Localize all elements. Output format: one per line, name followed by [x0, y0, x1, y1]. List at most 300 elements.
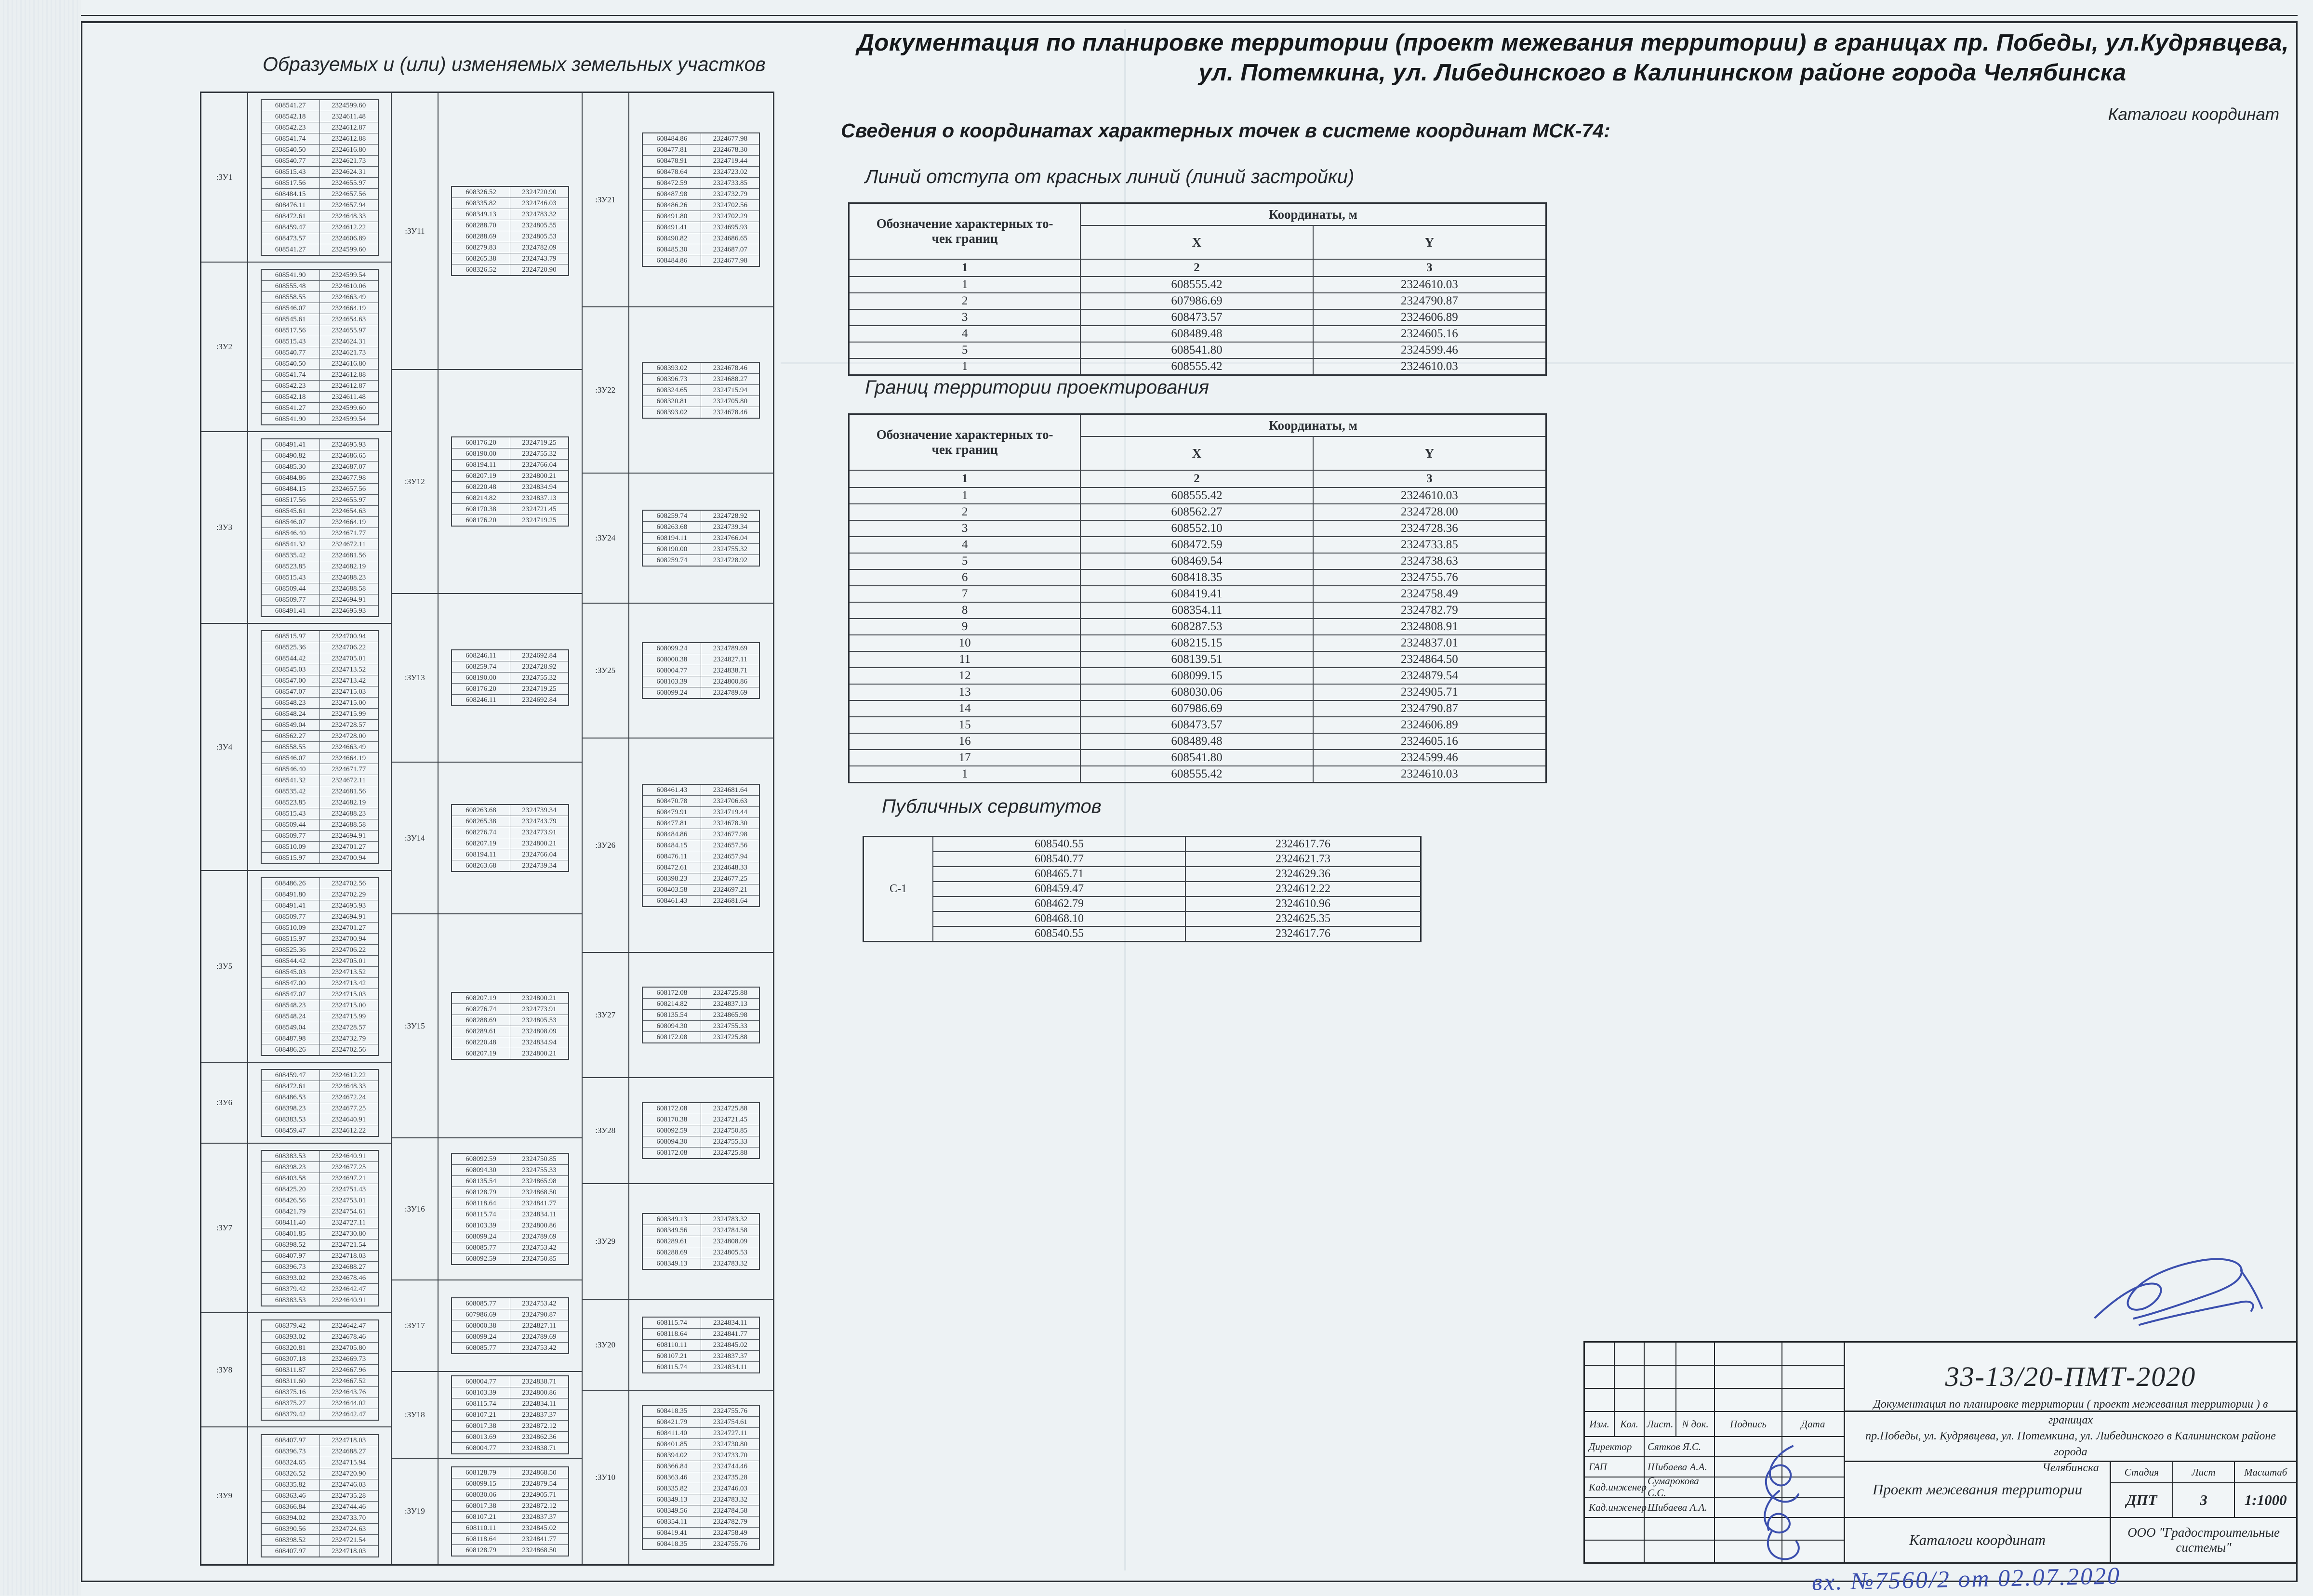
coordinate-row — [452, 493, 569, 504]
x-cell: 608170.38 — [642, 1114, 701, 1125]
y-cell: 2324865.98 — [701, 1010, 760, 1021]
parcel-table-wrap — [628, 1078, 773, 1183]
x-cell: 608491.41 — [261, 900, 320, 911]
x-cell: 608335.82 — [261, 1479, 320, 1490]
x-cell: 608110.11 — [642, 1340, 701, 1351]
point-number-cell: 6 — [849, 569, 1081, 586]
index-cell: 3 — [1313, 470, 1546, 488]
x-cell: 608473.57 — [1080, 309, 1313, 326]
x-cell: 608390.56 — [261, 1523, 320, 1534]
document-title — [602, 28, 2289, 88]
parcel-coordinates-table — [261, 269, 379, 425]
parcel-label: :ЗУ21 — [595, 195, 616, 204]
coordinate-row — [864, 897, 1421, 911]
coordinate-row — [261, 808, 378, 819]
parcel-band — [583, 953, 773, 1078]
x-cell: 608540.77 — [261, 155, 320, 166]
parcel-coordinates-table — [642, 642, 760, 699]
y-cell: 2324720.90 — [510, 186, 569, 198]
y-cell: 2324599.46 — [1313, 342, 1546, 358]
y-cell: 2324715.03 — [319, 686, 378, 697]
coordinate-row — [261, 1468, 378, 1479]
coordinate-row — [261, 483, 378, 494]
x-cell: 608491.41 — [261, 439, 320, 450]
x-cell: 608552.10 — [1080, 520, 1313, 537]
parcel-label: :ЗУ26 — [595, 840, 616, 850]
y-cell: 2324800.21 — [510, 838, 569, 849]
role-title-cell: Кад.инженер — [1585, 1477, 1645, 1497]
y-cell: 2324782.79 — [1313, 602, 1546, 619]
coordinate-row — [261, 1125, 378, 1136]
coordinate-row — [452, 186, 569, 198]
x-cell: 608491.41 — [261, 605, 320, 617]
coordinate-row — [642, 1032, 759, 1043]
parcel-table-wrap — [628, 93, 773, 306]
coordinate-row — [849, 651, 1546, 668]
x-cell: 608246.11 — [452, 650, 510, 661]
y-cell: 2324879.54 — [510, 1478, 569, 1489]
x-cell: 608541.80 — [1080, 342, 1313, 358]
y-cell: 2324688.27 — [319, 1446, 378, 1457]
revision-cell — [1645, 1343, 1676, 1365]
x-cell: 608326.52 — [452, 186, 510, 198]
x-cell: 608486.53 — [261, 1092, 320, 1103]
coordinate-row — [452, 1320, 569, 1332]
y-cell: 2324664.19 — [319, 752, 378, 764]
point-number-cell: 15 — [849, 717, 1081, 733]
parcel-coordinates-table — [261, 1319, 379, 1421]
y-cell: 2324657.56 — [319, 483, 378, 494]
y-cell: 2324715.03 — [319, 989, 378, 1000]
coordinate-row — [261, 539, 378, 550]
document-description-line2: пр.Победы, ул. Кудрявцева, ул. Потемкина, ул. Либединского в Калининском районе города — [1865, 1430, 2276, 1458]
coordinate-row — [261, 1534, 378, 1545]
x-cell: 608486.26 — [261, 878, 320, 889]
revision-cell — [1615, 1343, 1645, 1365]
y-cell: 2324746.03 — [319, 1479, 378, 1490]
y-cell: 2324789.69 — [701, 687, 760, 699]
revision-cell — [1645, 1518, 1715, 1540]
parcel-label: :ЗУ13 — [404, 673, 425, 682]
servitude-table-title: Публичных сервитутов — [882, 796, 1102, 817]
coordinate-row — [261, 1173, 378, 1184]
y-cell: 2324730.80 — [319, 1228, 378, 1239]
coordinate-row — [642, 522, 759, 533]
coordinate-row — [849, 326, 1546, 342]
point-number-cell: 13 — [849, 684, 1081, 700]
x-cell: 608540.55 — [933, 926, 1185, 942]
parcel-coordinates-table — [642, 132, 760, 267]
y-cell: 2324678.46 — [701, 407, 760, 418]
servitude-table — [863, 836, 1422, 942]
coordinate-row — [452, 209, 569, 220]
x-cell: 608515.43 — [261, 166, 320, 177]
revision-header-row — [1585, 1412, 1844, 1437]
parcel-table-wrap — [438, 370, 581, 593]
x-cell: 608307.18 — [261, 1353, 320, 1364]
x-cell: 608115.74 — [452, 1209, 510, 1220]
coordinate-row — [261, 631, 378, 642]
y-cell: 2324713.42 — [319, 977, 378, 989]
point-number-cell: 1 — [849, 277, 1081, 293]
coordinate-row — [642, 818, 759, 829]
coordinate-row — [642, 407, 759, 418]
coordinate-row — [642, 829, 759, 840]
coordinate-row — [452, 860, 569, 872]
parcel-table-wrap — [438, 1138, 581, 1279]
coordinate-row — [642, 1517, 759, 1528]
coordinate-row — [642, 244, 759, 255]
x-cell: 608489.48 — [1080, 326, 1313, 342]
coordinate-row — [261, 686, 378, 697]
x-cell: 608030.06 — [1080, 684, 1313, 700]
y-cell: 2324743.79 — [510, 253, 569, 264]
x-cell: 608517.56 — [261, 325, 320, 336]
coordinate-row — [452, 1376, 569, 1387]
y-cell: 2324682.19 — [319, 561, 378, 572]
y-cell: 2324751.43 — [319, 1184, 378, 1195]
coordinate-row — [642, 384, 759, 396]
y-cell: 2324766.04 — [510, 849, 569, 860]
coordinate-row — [261, 111, 378, 122]
point-number-cell: 4 — [849, 537, 1081, 553]
x-cell: 608004.77 — [452, 1443, 510, 1454]
parcel-coordinates-table — [642, 510, 760, 567]
parcel-table-wrap — [247, 624, 391, 870]
coordinate-row — [261, 222, 378, 233]
x-cell: 608190.00 — [452, 673, 510, 684]
coordinate-row — [261, 439, 378, 450]
y-cell: 2324728.36 — [1313, 520, 1546, 537]
revision-cell — [1676, 1366, 1715, 1388]
coordinate-row — [261, 989, 378, 1000]
x-cell: 608509.77 — [261, 594, 320, 605]
y-cell: 2324753.01 — [319, 1195, 378, 1206]
point-designation-header: Обозначение характерных то- чек границ — [849, 203, 1081, 260]
revision-cell — [1585, 1343, 1615, 1365]
x-cell: 608259.74 — [642, 510, 701, 522]
y-cell: 2324732.79 — [319, 1033, 378, 1044]
x-cell: 608393.02 — [642, 362, 701, 374]
parcel-label: :ЗУ6 — [216, 1098, 233, 1107]
coordinate-row — [849, 553, 1546, 569]
y-cell: 2324697.21 — [701, 884, 760, 895]
x-cell: 608549.04 — [261, 1022, 320, 1033]
y-cell: 2324730.80 — [701, 1439, 760, 1450]
x-cell: 608459.47 — [261, 1069, 320, 1081]
x-cell: 608259.74 — [642, 555, 701, 567]
role-name-cell: Шибаева А.А. — [1645, 1457, 1715, 1477]
y-cell: 2324720.90 — [319, 1468, 378, 1479]
parcel-table-wrap — [628, 739, 773, 952]
coordinate-row — [452, 1467, 569, 1478]
coordinate-row — [452, 1037, 569, 1048]
y-cell: 2324755.33 — [701, 1136, 760, 1148]
y-cell: 2324664.19 — [319, 516, 378, 528]
y-cell: 2324694.91 — [319, 911, 378, 922]
y-cell: 2324657.94 — [319, 199, 378, 211]
parcel-label: :ЗУ25 — [595, 666, 616, 675]
y-cell: 2324755.33 — [510, 1165, 569, 1176]
x-cell: 608461.43 — [642, 895, 701, 907]
x-cell: 608485.30 — [261, 461, 320, 472]
y-cell: 2324827.11 — [510, 1320, 569, 1332]
coordinate-row — [261, 605, 378, 617]
x-cell: 608473.57 — [261, 233, 320, 244]
y-cell: 2324758.49 — [701, 1528, 760, 1539]
coordinate-row — [452, 1387, 569, 1398]
parcel-band — [201, 1144, 391, 1313]
x-cell: 608349.13 — [642, 1258, 701, 1270]
x-cell: 608547.00 — [261, 675, 320, 686]
coordinate-row — [452, 1198, 569, 1209]
y-cell: 2324610.96 — [1185, 897, 1421, 911]
coordinate-row — [642, 544, 759, 555]
y-cell: 2324725.88 — [701, 1032, 760, 1043]
y-cell: 2324667.96 — [319, 1364, 378, 1375]
revision-empty-row — [1585, 1366, 1844, 1389]
coordinate-row — [642, 873, 759, 884]
y-cell: 2324610.03 — [1313, 766, 1546, 783]
coordinate-row — [849, 342, 1546, 358]
y-cell: 2324753.42 — [510, 1298, 569, 1309]
y-cell: 2324599.54 — [319, 413, 378, 425]
y-cell: 2324732.79 — [701, 189, 760, 200]
y-cell: 2324838.71 — [510, 1443, 569, 1454]
y-cell: 2324905.71 — [1313, 684, 1546, 700]
coordinate-row — [642, 784, 759, 796]
parcel-band — [392, 1372, 581, 1459]
y-cell: 2324702.29 — [319, 889, 378, 900]
x-cell: 608207.19 — [452, 471, 510, 482]
revision-cell — [1782, 1389, 1844, 1411]
coordinate-row — [452, 264, 569, 276]
x-cell: 608194.11 — [452, 849, 510, 860]
x-cell: 608094.30 — [452, 1165, 510, 1176]
x-cell: 608540.77 — [933, 852, 1185, 867]
x-cell: 608421.79 — [261, 1206, 320, 1217]
revision-cell — [1585, 1389, 1615, 1411]
x-cell: 608535.42 — [261, 550, 320, 561]
y-cell: 2324612.87 — [319, 380, 378, 391]
x-cell: 608541.74 — [261, 133, 320, 144]
coordinate-row — [452, 242, 569, 253]
stage-header-cell: Стадия — [2111, 1462, 2173, 1482]
x-cell: 608099.15 — [1080, 668, 1313, 684]
x-cell: 608107.21 — [452, 1410, 510, 1421]
coordinate-row — [261, 775, 378, 786]
y-cell: 2324715.94 — [319, 1457, 378, 1468]
parcel-table-wrap — [247, 1063, 391, 1143]
x-cell: 608484.86 — [261, 472, 320, 483]
coordinate-row — [452, 1187, 569, 1198]
y-cell: 2324837.13 — [701, 999, 760, 1010]
parcel-label: :ЗУ24 — [595, 533, 616, 542]
title-block — [1583, 1341, 2298, 1564]
y-cell: 2324766.04 — [510, 460, 569, 471]
y-cell: 2324834.11 — [701, 1362, 760, 1373]
y-cell: 2324706.22 — [319, 944, 378, 955]
coordinate-row — [642, 233, 759, 244]
y-cell: 2324808.91 — [1313, 619, 1546, 635]
signature-scribble-titleblock — [1735, 1440, 1831, 1566]
coordinate-row — [864, 926, 1421, 942]
coordinate-row — [261, 314, 378, 325]
parcel-label: :ЗУ10 — [595, 1473, 616, 1482]
index-cell: 2 — [1080, 259, 1313, 277]
parcel-label: :ЗУ9 — [216, 1490, 233, 1500]
coordinate-row — [642, 373, 759, 384]
x-cell: 608349.56 — [642, 1225, 701, 1236]
coordinate-row — [261, 1022, 378, 1033]
coordinate-system-note: Сведения о координатах характерных точек в системе координат МСК-74: — [841, 119, 1610, 142]
x-cell: 608107.21 — [642, 1351, 701, 1362]
coordinate-row — [261, 1228, 378, 1239]
x-cell: 608469.54 — [1080, 553, 1313, 569]
x-cell: 608545.03 — [261, 664, 320, 675]
x-cell: 608465.71 — [933, 867, 1185, 882]
x-cell: 608349.56 — [642, 1505, 701, 1517]
parcel-coordinates-table — [261, 1069, 379, 1137]
coordinate-row — [849, 619, 1546, 635]
x-cell: 608562.27 — [261, 730, 320, 741]
x-cell: 608484.86 — [642, 829, 701, 840]
coordinate-row — [642, 1351, 759, 1362]
y-cell: 2324677.98 — [319, 472, 378, 483]
parcel-table-wrap — [628, 1184, 773, 1299]
point-number-cell: 4 — [849, 326, 1081, 342]
x-cell: 608383.53 — [261, 1294, 320, 1306]
coordinate-row — [261, 413, 378, 425]
coordinate-row — [261, 1398, 378, 1409]
y-cell: 2324733.70 — [701, 1450, 760, 1461]
x-cell: 608194.11 — [452, 460, 510, 471]
y-cell: 2324805.55 — [510, 220, 569, 231]
y-cell: 2324681.56 — [319, 786, 378, 797]
x-cell: 608363.46 — [261, 1490, 320, 1501]
coordinate-row — [261, 1446, 378, 1457]
y-cell: 2324706.63 — [701, 795, 760, 806]
revision-header-cell: Кол. — [1615, 1412, 1645, 1436]
coordinate-row — [261, 852, 378, 864]
y-cell: 2324695.93 — [701, 222, 760, 233]
y-cell: 2324697.21 — [319, 1173, 378, 1184]
y-cell: 2324612.22 — [1185, 882, 1421, 897]
revision-cell — [1676, 1343, 1715, 1365]
y-cell: 2324755.32 — [701, 544, 760, 555]
parcel-label: :ЗУ11 — [405, 226, 425, 236]
coordinate-row — [452, 1015, 569, 1026]
parcels-column-3 — [583, 93, 773, 1564]
coordinate-row — [261, 1294, 378, 1306]
coordinate-row — [642, 999, 759, 1010]
coordinate-row — [261, 1272, 378, 1283]
point-number-cell: 2 — [849, 504, 1081, 520]
y-cell: 2324728.00 — [1313, 504, 1546, 520]
x-cell: 608403.58 — [261, 1173, 320, 1184]
x-cell: 608548.24 — [261, 1011, 320, 1022]
x-cell: 608103.39 — [642, 676, 701, 687]
x-cell: 608484.86 — [642, 133, 701, 145]
coordinate-row — [261, 303, 378, 314]
coordinate-row — [261, 819, 378, 830]
x-cell: 608555.42 — [1080, 277, 1313, 293]
coordinate-row — [642, 133, 759, 145]
y-cell: 2324642.47 — [319, 1409, 378, 1420]
y-cell: 2324750.85 — [701, 1125, 760, 1136]
coordinate-row — [261, 380, 378, 391]
y-cell: 2324606.89 — [319, 233, 378, 244]
x-cell: 608288.69 — [452, 1015, 510, 1026]
parcel-table-wrap — [247, 1427, 391, 1564]
coordinate-row — [642, 1405, 759, 1417]
x-cell: 608103.39 — [452, 1220, 510, 1231]
y-cell: 2324790.87 — [1313, 293, 1546, 309]
coordinate-row — [261, 786, 378, 797]
parcel-band — [201, 263, 391, 432]
coordinate-row — [864, 852, 1421, 867]
coordinate-row — [261, 1512, 378, 1523]
y-cell: 2324868.50 — [510, 1187, 569, 1198]
y-cell: 2324733.85 — [701, 178, 760, 189]
x-cell: 608549.04 — [261, 719, 320, 730]
y-cell: 2324715.94 — [701, 384, 760, 396]
y-cell: 2324783.32 — [701, 1258, 760, 1270]
coordinate-row — [261, 166, 378, 177]
coordinate-row — [261, 1184, 378, 1195]
x-cell: 608523.85 — [261, 797, 320, 808]
stage-header-cell: Лист — [2173, 1462, 2235, 1482]
y-cell: 2324753.42 — [510, 1242, 569, 1253]
coordinate-row — [261, 752, 378, 764]
parcel-table-wrap — [628, 474, 773, 603]
x-cell: 608542.18 — [261, 391, 320, 402]
coordinate-row — [261, 977, 378, 989]
y-cell: 2324672.24 — [319, 1092, 378, 1103]
coordinate-row — [261, 944, 378, 955]
x-cell: 608396.73 — [261, 1261, 320, 1272]
document-title-line2: ул. Потемкина, ул. Либединского в Калининском районе города Челябинска — [1198, 60, 2127, 86]
coordinate-row — [261, 122, 378, 133]
sheet-frame-top — [81, 21, 2298, 23]
document-description-line3: Челябинска — [2042, 1462, 2099, 1474]
y-cell: 2324728.92 — [701, 510, 760, 522]
y-cell: 2324837.37 — [510, 1511, 569, 1522]
x-cell: 608421.79 — [642, 1417, 701, 1428]
y-cell: 2324657.94 — [701, 851, 760, 862]
coordinate-row — [261, 233, 378, 244]
x-cell: 608092.59 — [452, 1253, 510, 1265]
x-cell: 608562.27 — [1080, 504, 1313, 520]
x-cell: 608401.85 — [261, 1228, 320, 1239]
x-cell: 608289.61 — [452, 1026, 510, 1037]
coordinate-row — [261, 1353, 378, 1364]
y-cell: 2324655.97 — [319, 494, 378, 505]
x-cell: 608214.82 — [452, 493, 510, 504]
x-cell: 608540.77 — [261, 347, 320, 358]
catalog-coordinates-label: Каталоги координат — [2108, 105, 2279, 124]
revision-cell — [1715, 1343, 1782, 1365]
x-cell: 608263.68 — [452, 860, 510, 872]
y-cell: 2324755.76 — [1313, 569, 1546, 586]
x-cell: 608099.24 — [452, 1231, 510, 1242]
x-cell: 608379.42 — [261, 1320, 320, 1332]
point-number-cell: 2 — [849, 293, 1081, 309]
y-cell: 2324719.44 — [701, 806, 760, 818]
x-cell: 608017.38 — [452, 1500, 510, 1511]
y-cell: 2324728.92 — [510, 661, 569, 673]
y-cell: 2324610.03 — [1313, 488, 1546, 504]
